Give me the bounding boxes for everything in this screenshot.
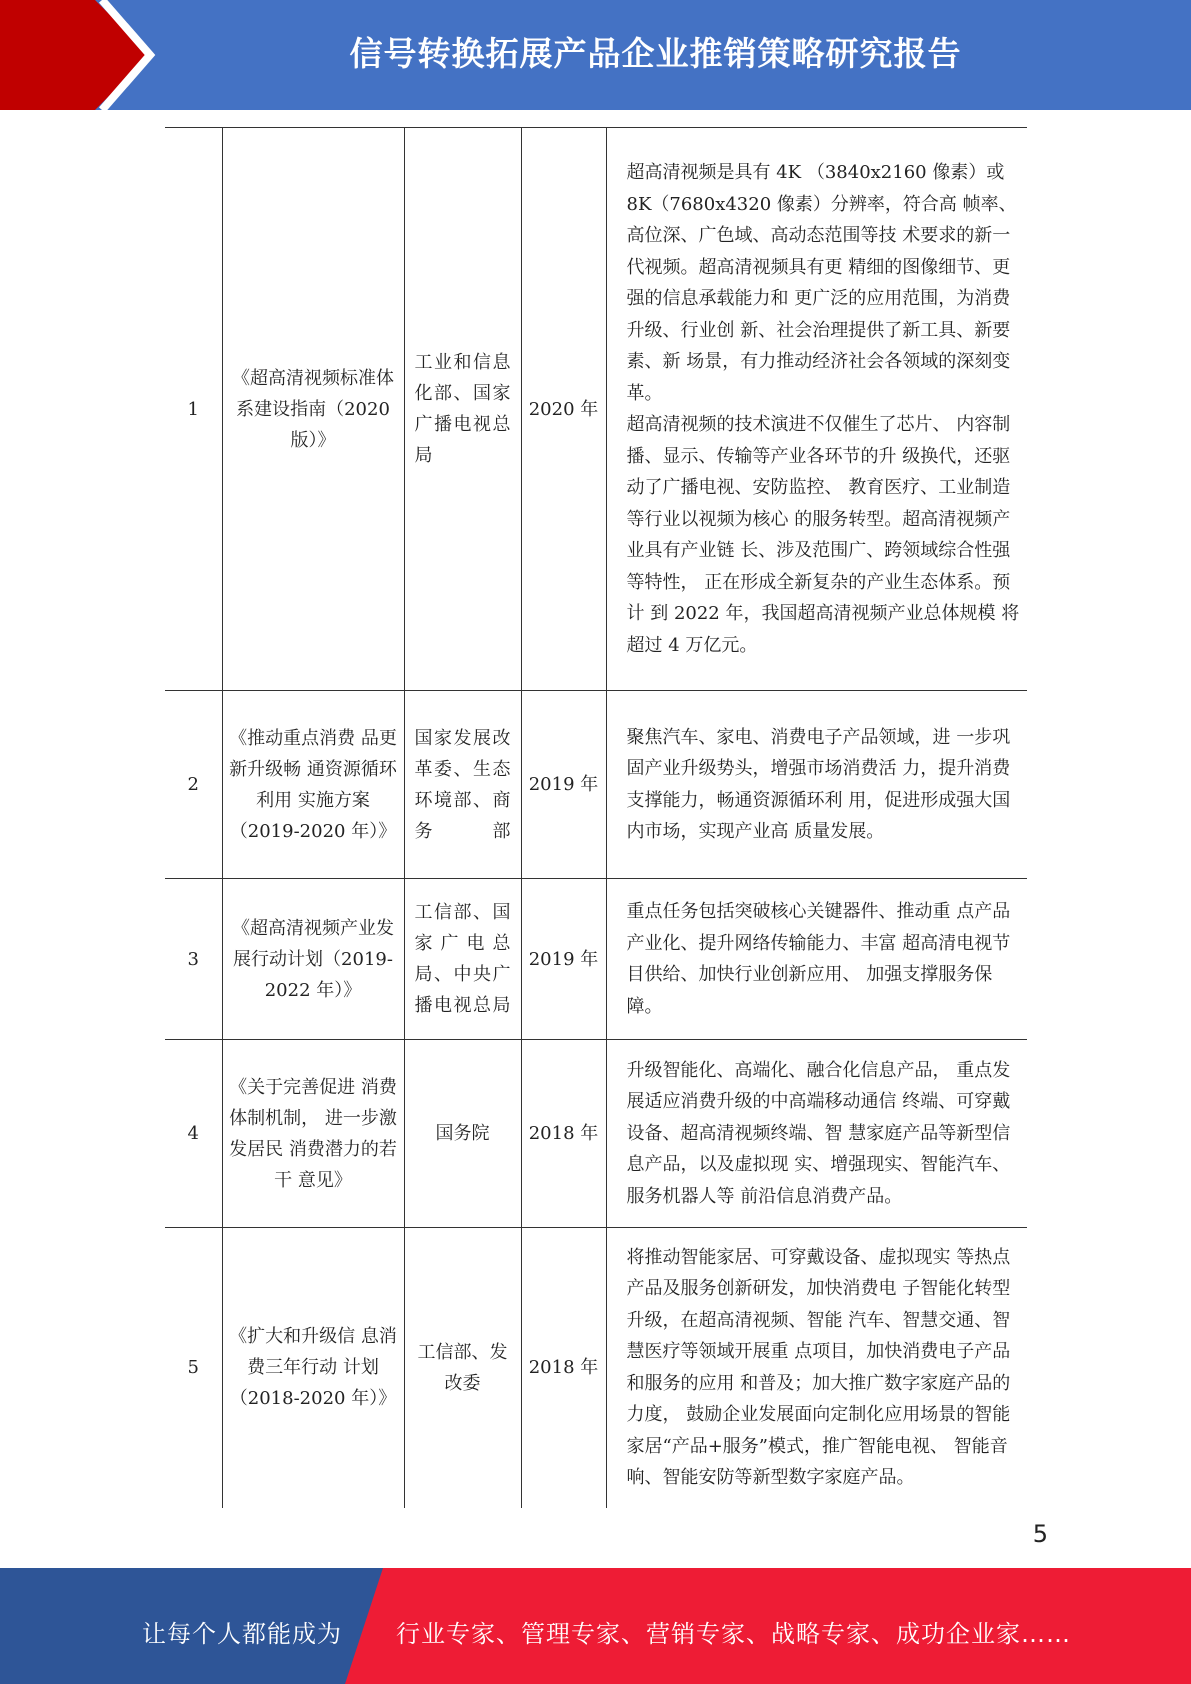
issue-year: 2020 年 xyxy=(521,128,606,691)
policy-name: 《超高清视频标准体系建设指南（2020 版）》 xyxy=(222,128,404,691)
row-number: 2 xyxy=(165,691,222,879)
issue-year: 2019 年 xyxy=(521,879,606,1040)
issue-year: 2018 年 xyxy=(521,1040,606,1228)
description-paragraph: 聚焦汽车、家电、消费电子产品领域，进 一步巩固产业升级势头，增强市场消费活 力，提升消费支撑能力，畅通资源循环利 用，促进形成强大国内市场，实现产业高 质量发展。 xyxy=(626,726,1011,842)
row-number: 3 xyxy=(165,879,222,1040)
table-row xyxy=(165,1228,1027,1508)
footer-slogan-left: 让每个人都能成为 xyxy=(142,1620,342,1648)
policy-description xyxy=(606,1040,1027,1228)
report-title: 信号转换拓展产品企业推销策略研究报告 xyxy=(349,34,962,73)
policy-description xyxy=(606,128,1027,691)
page-header xyxy=(0,0,1191,110)
description-paragraph: 超高清视频的技术演进不仅催生了芯片、 内容制播、显示、传输等产业各环节的升 级换代，还驱动了广播电视、安防监控、 教育医疗、工业制造等行业以视频为核心 的服务转型。超高清视频产业具有产业链 长、涉及范围广、跨领域综合性强等特性， 正在形成全新复杂的产业生态体系。预计 到 2022 年，我国超高清视频产业总体规模 将超过 4 万亿元。 xyxy=(626,414,1020,656)
row-number: 4 xyxy=(165,1040,222,1228)
description-paragraph: 升级智能化、高端化、融合化信息产品， 重点发展适应消费升级的中高端移动通信 终端、可穿戴设备、超高清视频终端、智 慧家庭产品等新型信息产品，以及虚拟现 实、增强现实、智能汽车、服务机器人等 前沿信息消费产品。 xyxy=(626,1059,1011,1207)
issue-year: 2019 年 xyxy=(521,691,606,879)
description-paragraph: 重点任务包括突破核心关键器件、推动重 点产品产业化、提升网络传输能力、丰富 超高清电视节目供给、加快行业创新应用、 加强支撑服务保障。 xyxy=(626,901,1011,1017)
policy-description xyxy=(606,1228,1027,1508)
policy-name: 《关于完善促进 消费体制机制， 进一步激发居民 消费潜力的若干 意见》 xyxy=(222,1040,404,1228)
issuing-department: 国务院 xyxy=(404,1040,521,1228)
row-number: 5 xyxy=(165,1228,222,1508)
issuing-department: 工业和信息化部、国家广播电视总局 xyxy=(404,128,521,691)
table-row xyxy=(165,128,1027,691)
header-red-arrow xyxy=(0,0,150,110)
policy-table xyxy=(165,127,1027,1508)
policy-description xyxy=(606,691,1027,879)
policy-name: 《扩大和升级信 息消费三年行动 计划（2018-2020 年）》 xyxy=(222,1228,404,1508)
policy-name: 《推动重点消费 品更新升级畅 通资源循环利用 实施方案（2019-2020 年）》 xyxy=(222,691,404,879)
description-paragraph: 超高清视频是具有 4K （3840x2160 像素）或 8K（7680x4320 像素）分辨率，符合高 帧率、高位深、广色域、高动态范围等技 术要求的新一代视频。超高清视频具有更 精细的图像细节、更强的信息承载能力和 更广泛的应用范围，为消费升级、行业创 新、社会治理提供了新工具、新要素、新 场景，有力推动经济社会各领域的深刻变 革。 xyxy=(626,162,1017,404)
issuing-department: 国家发展改革委、生态环境部、商务部 xyxy=(404,691,521,879)
table-row xyxy=(165,1040,1027,1228)
table-row xyxy=(165,691,1027,879)
issuing-department: 工信部、国家广电总局、中央广播电视总局 xyxy=(404,879,521,1040)
page-footer xyxy=(0,1568,1191,1684)
description-paragraph: 将推动智能家居、可穿戴设备、虚拟现实 等热点产品及服务创新研发，加快消费电 子智能化转型升级，在超高清视频、智能 汽车、智慧交通、智慧医疗等领域开展重 点项目，加快消费电子产品和服务的应用 和普及；加大推广数字家庭产品的力度， 鼓励企业发展面向定制化应用场景的智能 家居“产品+服务”模式，推广智能电视、 智能音响、智能安防等新型数字家庭产品。 xyxy=(626,1246,1011,1489)
row-number: 1 xyxy=(165,128,222,691)
policy-name: 《超高清视频产业发展行动计划（2019-2022 年）》 xyxy=(222,879,404,1040)
table-row xyxy=(165,879,1027,1040)
page-number: 5 xyxy=(1032,1520,1048,1548)
policy-table-container xyxy=(165,127,1027,1508)
issuing-department: 工信部、发改委 xyxy=(404,1228,521,1508)
policy-description xyxy=(606,879,1027,1040)
footer-slogan-right: 行业专家、管理专家、营销专家、战略专家、成功企业家…… xyxy=(396,1620,1071,1648)
issue-year: 2018 年 xyxy=(521,1228,606,1508)
